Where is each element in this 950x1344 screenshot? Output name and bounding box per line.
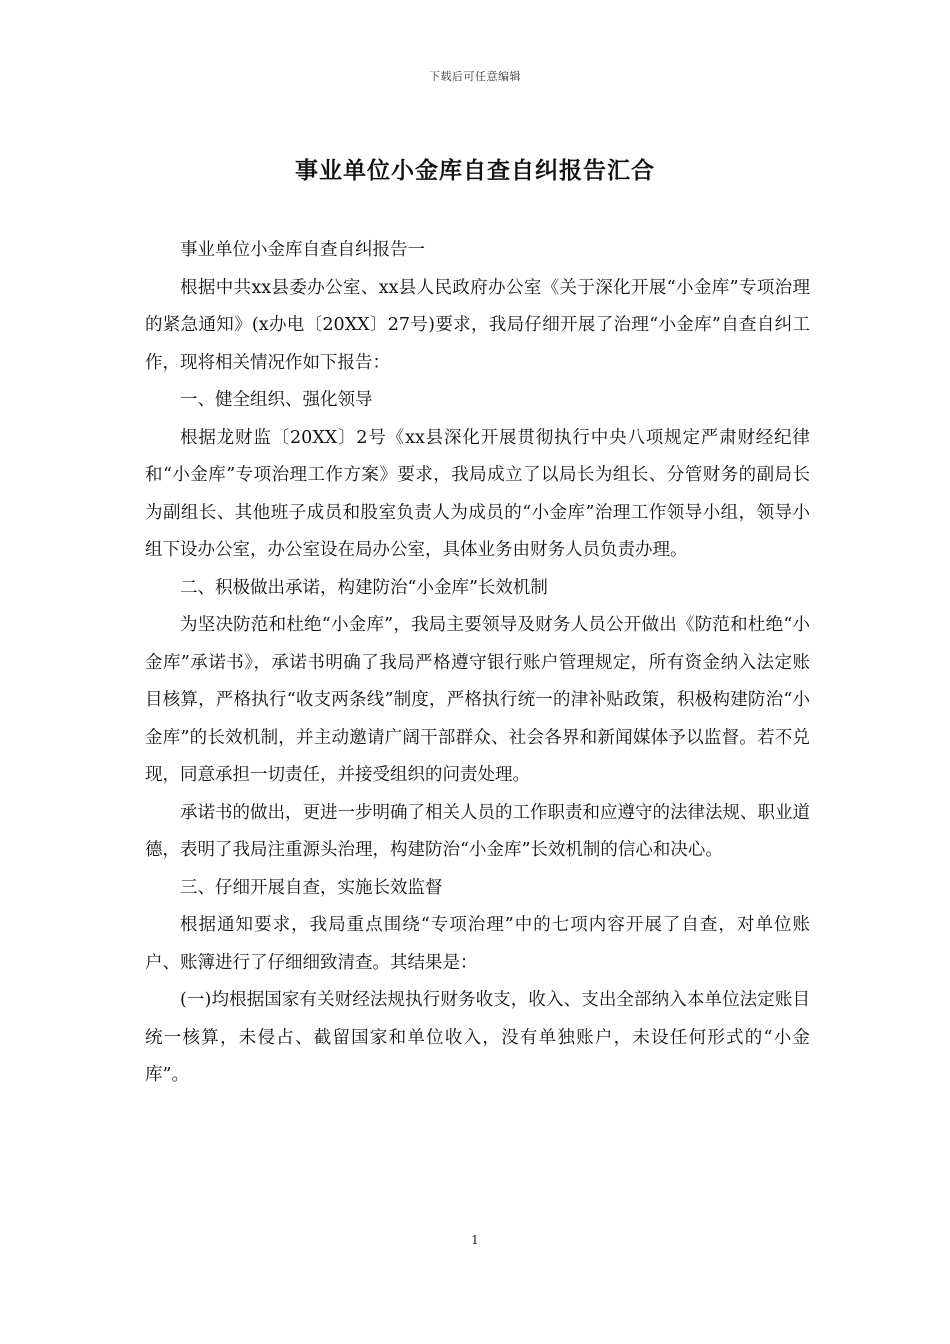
paragraph-organization: 根据龙财监〔20XX〕2号《xx县深化开展贯彻执行中央八项规定严肃财经纪律和“小金库”专项治理工作方案》要求，我局成立了以局长为组长、分管财务的副局长为副组长、其他班子成员和股室负责人为成员的“小金库”治理工作领导小组，领导小组下设办公室，办公室设在局办公室，具体业务由财务人员负责办理。 <box>145 427 810 560</box>
section-heading-1: 一、健全组织、强化领导 <box>180 390 373 410</box>
paragraph-commitment-effect: 承诺书的做出，更进一步明确了相关人员的工作职责和应遵守的法律法规、职业道德，表明了我局注重源头治理，构建防治“小金库”长效机制的信心和决心。 <box>145 802 810 860</box>
report-subtitle: 事业单位小金库自查自纠报告一 <box>180 240 425 260</box>
paragraph-intro: 根据中共xx县委办公室、xx县人民政府办公室《关于深化开展“小金库”专项治理的紧急通知》(x办电〔20XX〕27号)要求，我局仔细开展了治理“小金库”自查自纠工作，现将相关情况作如下报告： <box>145 277 810 373</box>
document-body <box>145 232 810 1095</box>
page-header-note: 下载后可任意编辑 <box>429 70 521 83</box>
paragraph-self-check: 根据通知要求，我局重点围绕“专项治理”中的七项内容开展了自查，对单位账户、账簿进行了仔细细致清查。其结果是： <box>145 915 810 973</box>
section-heading-3: 三、仔细开展自查，实施长效监督 <box>180 877 443 898</box>
document-title: 事业单位小金库自查自纠报告汇合 <box>295 158 655 184</box>
paragraph-commitment: 为坚决防范和杜绝“小金库”，我局主要领导及财务人员公开做出《防范和杜绝“小金库”承诺书》，承诺书明确了我局严格遵守银行账户管理规定，所有资金纳入法定账目核算，严格执行“收支两条线”制度，严格执行统一的津补贴政策，积极构建防治“小金库”的长效机制，并主动邀请广阔干部群众、社会各界和新闻媒体予以监督。若不兑现，同意承担一切责任，并接受组织的问责处理。 <box>145 615 810 785</box>
section-heading-2: 二、积极做出承诺，构建防治“小金库”长效机制 <box>180 577 548 598</box>
page-number: 1 <box>471 1233 479 1247</box>
paragraph-result-1: (一)均根据国家有关财经法规执行财务收支，收入、支出全部纳入本单位法定账目统一核算，未侵占、截留国家和单位收入，没有单独账户，未设任何形式的“小金库”。 <box>145 990 810 1085</box>
